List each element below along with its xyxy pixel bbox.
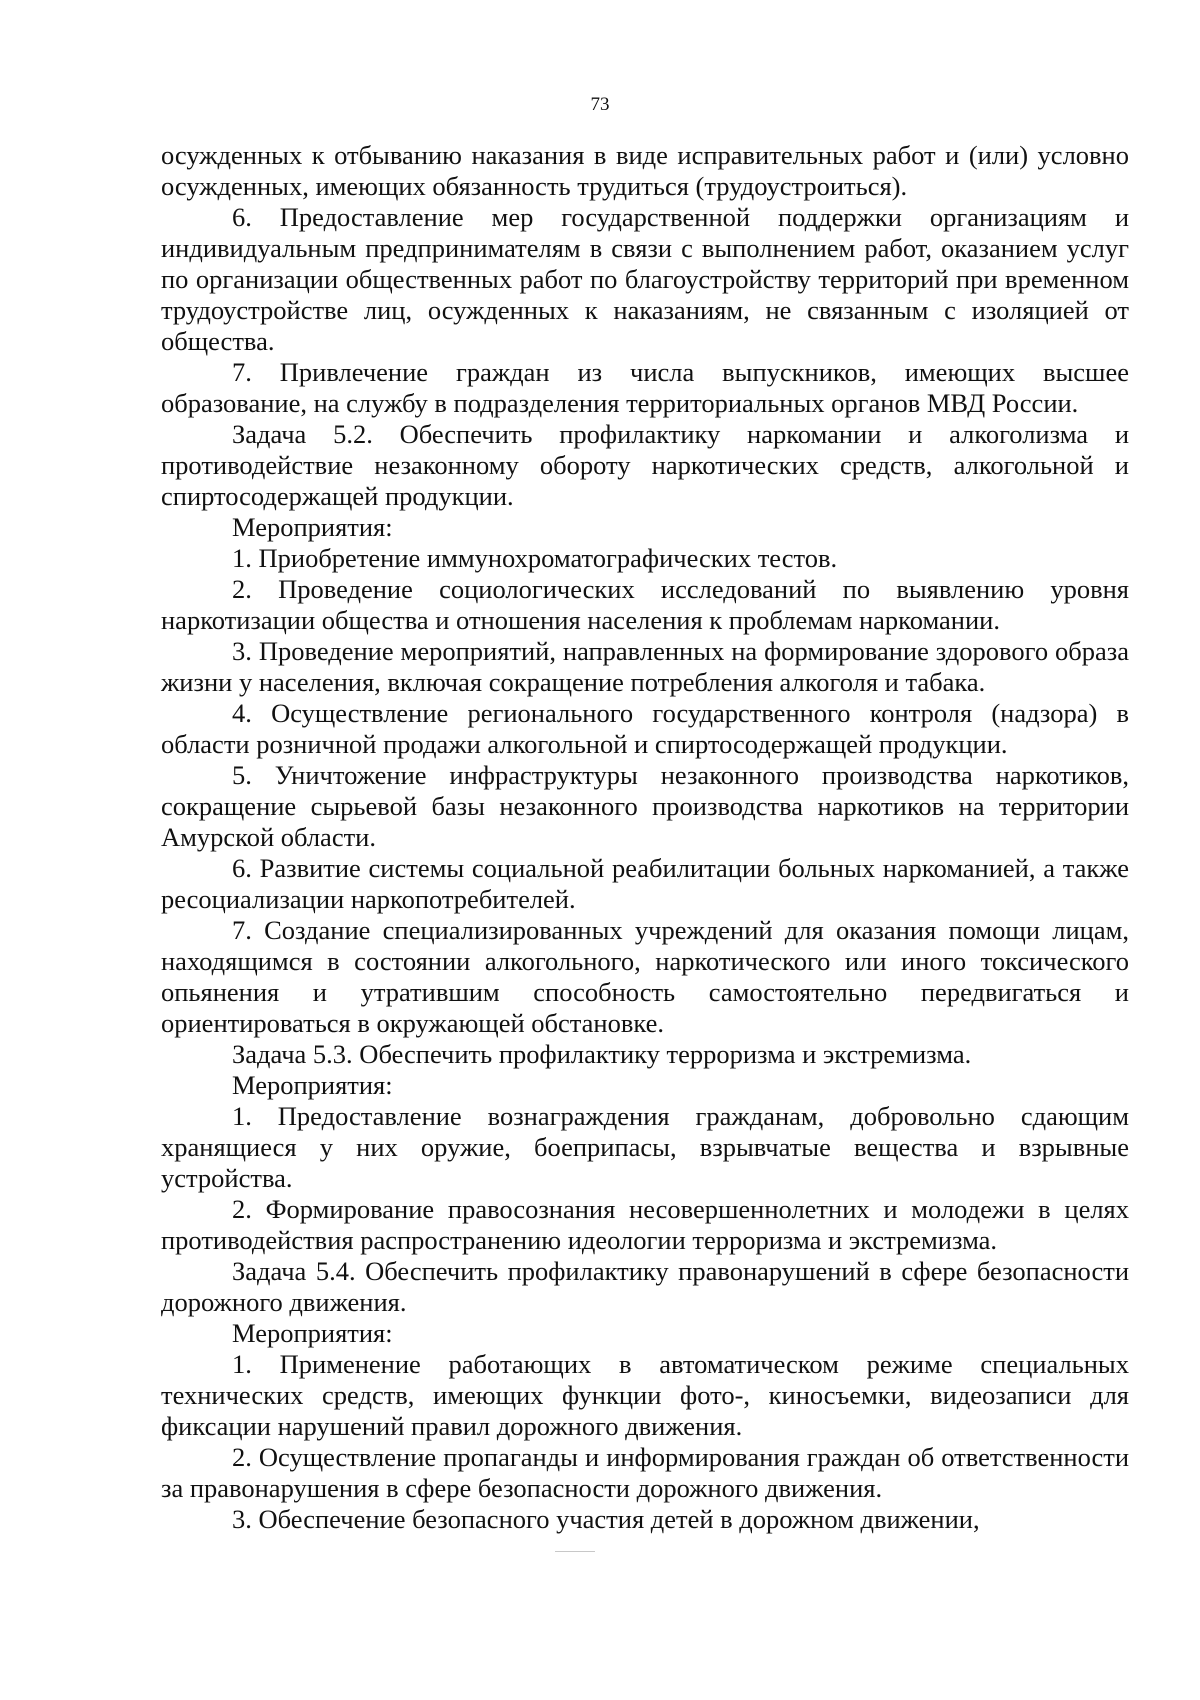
- paragraph: осужденных к отбыванию наказания в виде исправительных работ и (или) условно осужденных, имеющих обязанность трудиться (трудоустроиться).: [161, 140, 1129, 201]
- task-heading: Задача 5.2. Обеспечить профилактику наркомании и алкоголизма и противодействие незаконному обороту наркотических средств, алкогольной и спиртосодержащей продукции.: [161, 419, 1129, 511]
- scan-mark: [555, 1551, 595, 1552]
- task-heading: Задача 5.4. Обеспечить профилактику правонарушений в сфере безопасности дорожного движения.: [161, 1256, 1129, 1317]
- measures-heading: Мероприятия:: [232, 1318, 393, 1348]
- measures-heading: Мероприятия:: [232, 512, 393, 542]
- paragraph: 1. Применение работающих в автоматическом режиме специальных технических средств, имеющих функции фото-, киносъемки, видеозаписи для фиксации нарушений правил дорожного движения.: [161, 1349, 1129, 1441]
- document-body: [161, 140, 1129, 1535]
- paragraph: 2. Проведение социологических исследований по выявлению уровня наркотизации общества и отношения населения к проблемам наркомании.: [161, 574, 1129, 635]
- paragraph: 3. Обеспечение безопасного участия детей в дорожном движении,: [232, 1504, 980, 1534]
- paragraph: 6. Предоставление мер государственной поддержки организациям и индивидуальным предпринимателям в связи с выполнением работ, оказанием услуг по организации общественных работ по благоустройству территорий при временном трудоустройстве лиц, осужденных к наказаниям, не связанным с изоляцией от общества.: [161, 202, 1129, 356]
- paragraph: 2. Формирование правосознания несовершеннолетних и молодежи в целях противодействия распространению идеологии терроризма и экстремизма.: [161, 1194, 1129, 1255]
- paragraph: 5. Уничтожение инфраструктуры незаконного производства наркотиков, сокращение сырьевой базы незаконного производства наркотиков на территории Амурской области.: [161, 760, 1129, 852]
- measures-heading: Мероприятия:: [232, 1070, 393, 1100]
- paragraph: 1. Приобретение иммунохроматографических тестов.: [232, 543, 838, 573]
- paragraph: 4. Осуществление регионального государственного контроля (надзора) в области розничной продажи алкогольной и спиртосодержащей продукции.: [161, 698, 1129, 759]
- paragraph: 3. Проведение мероприятий, направленных на формирование здорового образа жизни у населения, включая сокращение потребления алкоголя и табака.: [161, 636, 1129, 697]
- paragraph: 6. Развитие системы социальной реабилитации больных наркоманией, а также ресоциализации наркопотребителей.: [161, 853, 1129, 914]
- paragraph: 1. Предоставление вознаграждения гражданам, добровольно сдающим хранящиеся у них оружие, боеприпасы, взрывчатые вещества и взрывные устройства.: [161, 1101, 1129, 1193]
- paragraph: 7. Привлечение граждан из числа выпускников, имеющих высшее образование, на службу в подразделения территориальных органов МВД России.: [161, 357, 1129, 418]
- paragraph: 7. Создание специализированных учреждений для оказания помощи лицам, находящимся в состоянии алкогольного, наркотического или иного токсического опьянения и утратившим способность самостоятельно передвигаться и ориентироваться в окружающей обстановке.: [161, 915, 1129, 1038]
- page-number: 73: [590, 94, 610, 115]
- paragraph: 2. Осуществление пропаганды и информирования граждан об ответственности за правонарушения в сфере безопасности дорожного движения.: [161, 1442, 1129, 1503]
- task-heading: Задача 5.3. Обеспечить профилактику терроризма и экстремизма.: [232, 1039, 972, 1069]
